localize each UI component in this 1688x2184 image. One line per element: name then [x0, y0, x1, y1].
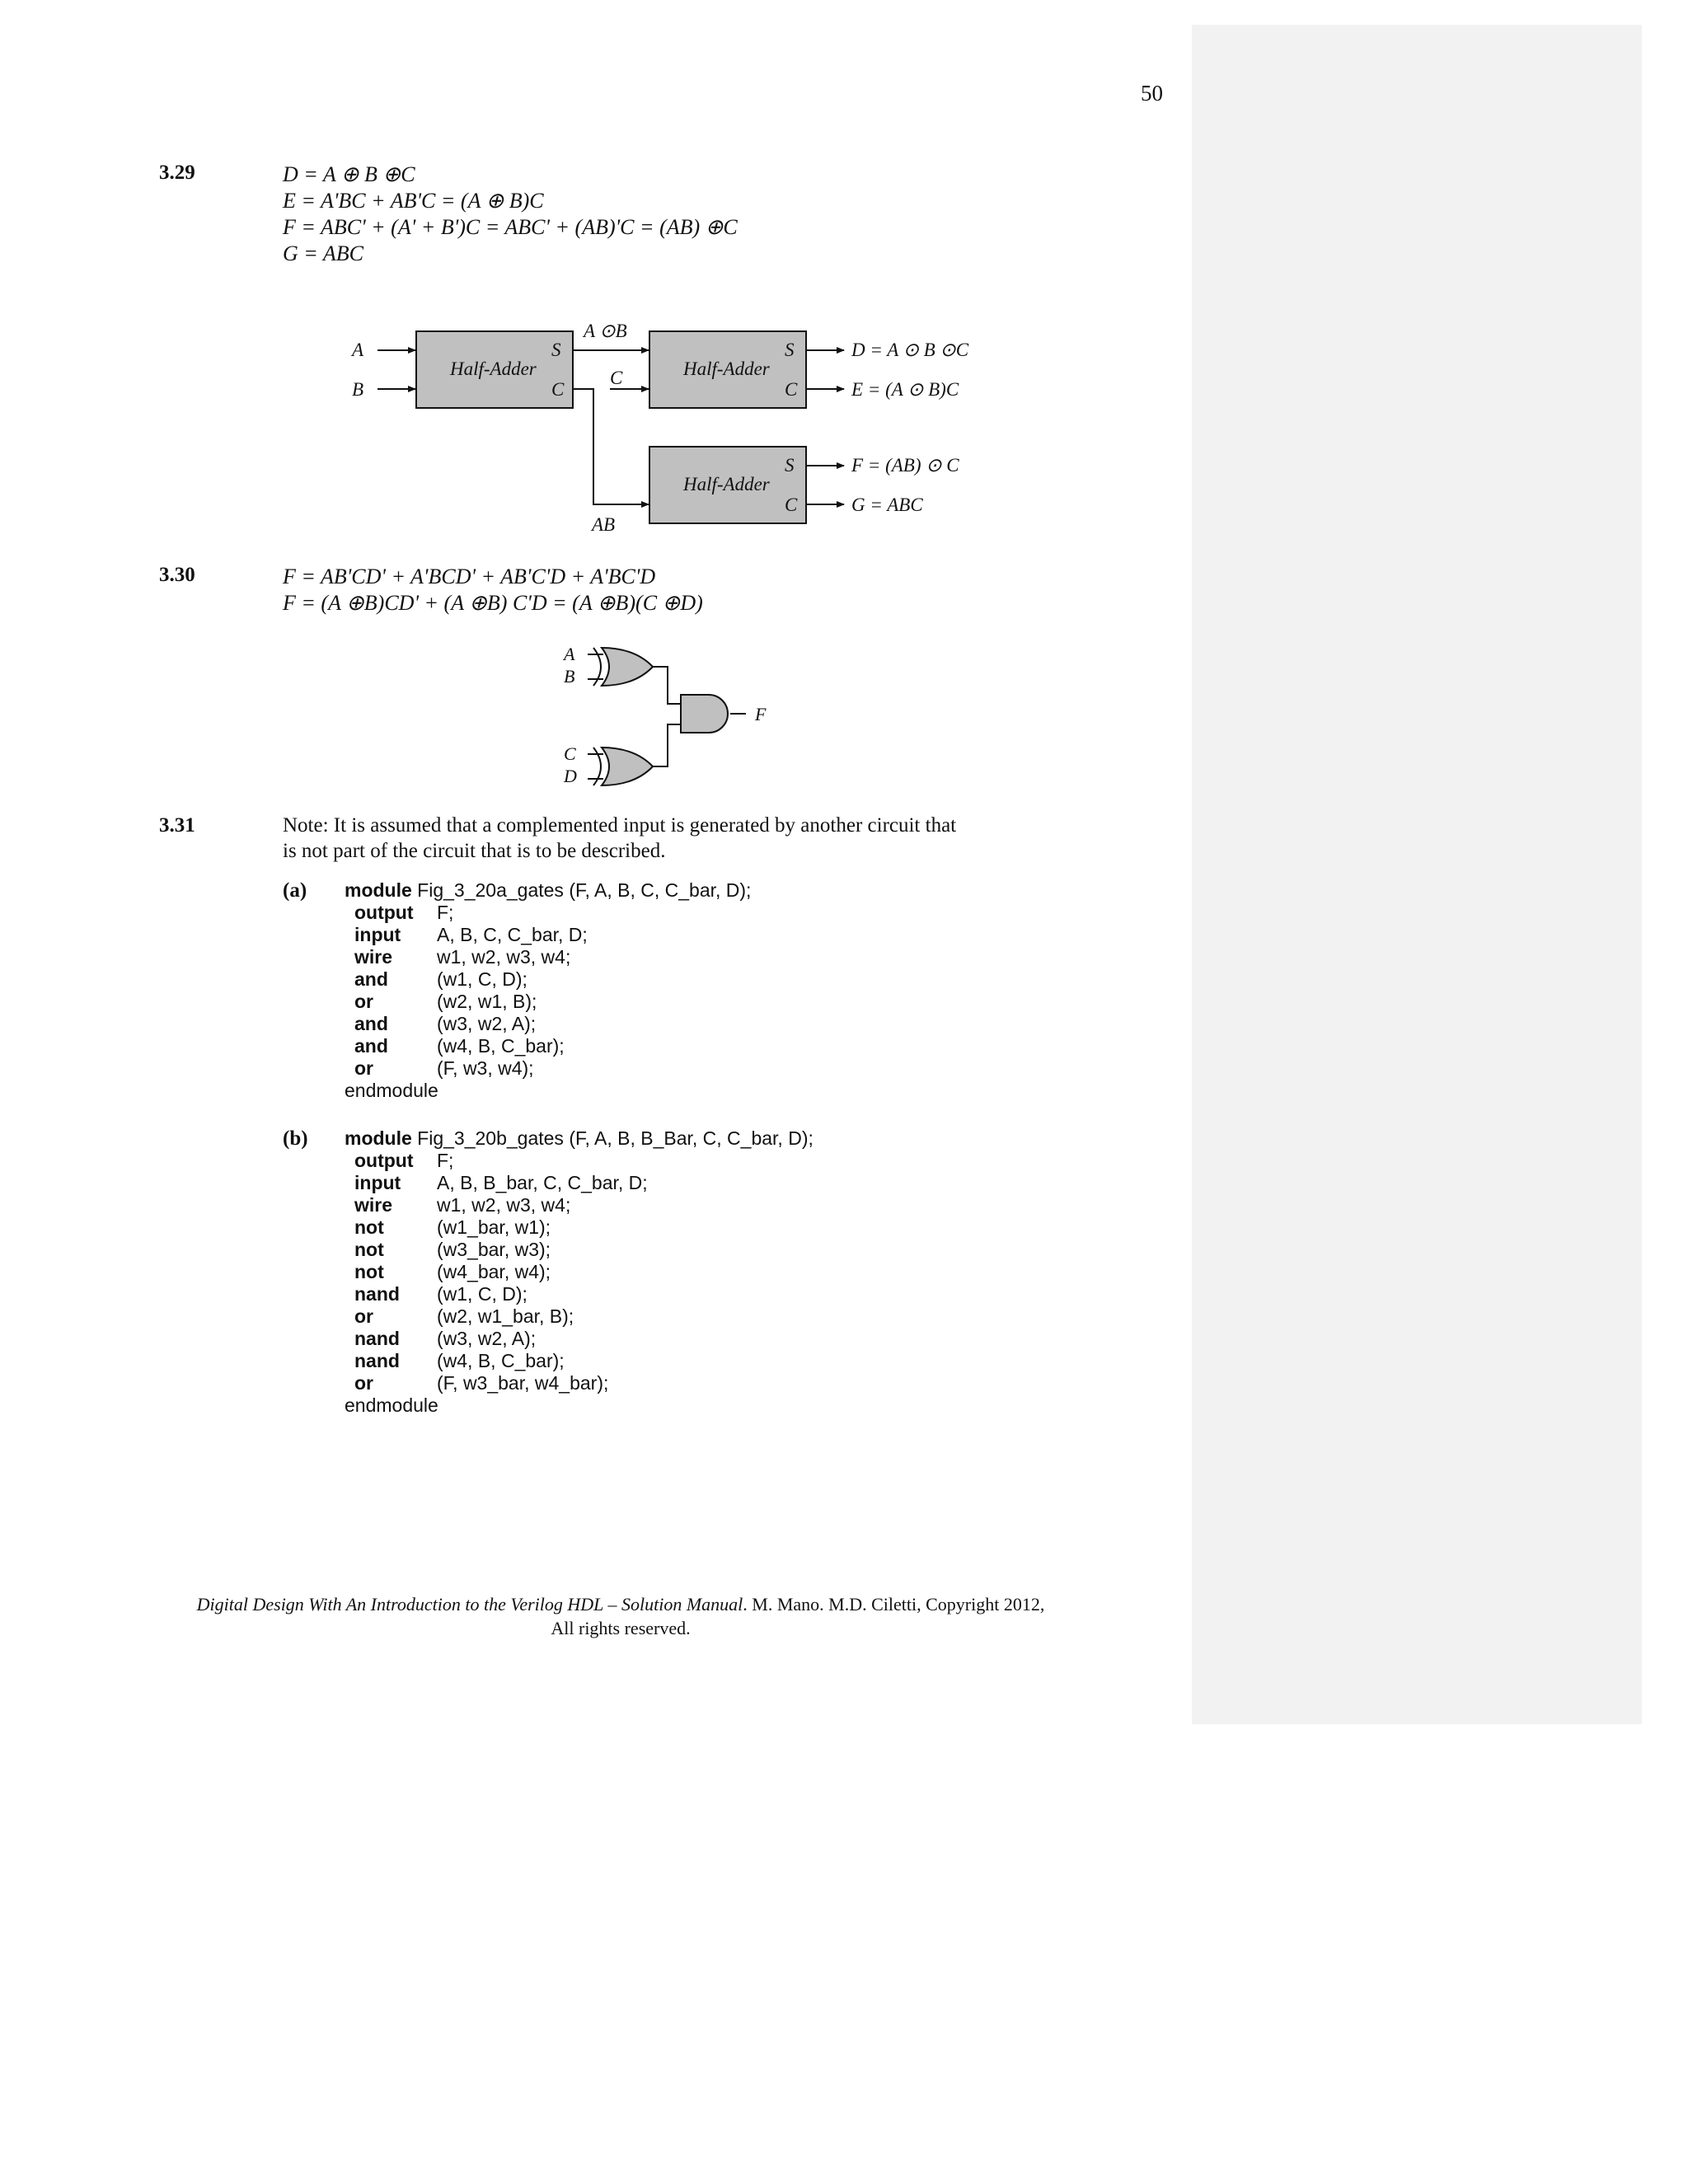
code-a-module-sig: Fig_3_20a_gates (F, A, B, C, C_bar, D);: [411, 879, 752, 901]
code-b-header: [345, 1127, 814, 1150]
footer-line-2: All rights reserved.: [551, 1618, 691, 1638]
input-a: A: [352, 340, 364, 360]
note-line-1: Note: It is assumed that a complemented input is generated by another circuit that: [283, 814, 957, 837]
gate-input-c: C: [564, 743, 576, 764]
note-line-2: is not part of the circuit that is to be described.: [283, 840, 666, 862]
xor-gate-lower: [602, 748, 653, 785]
code-b-module-sig: Fig_3_20b_gates (F, A, B, B_Bar, C, C_bar, D);: [411, 1127, 814, 1149]
ha1-c: C: [551, 379, 565, 400]
gate-input-d: D: [564, 766, 577, 786]
part-b-label: (b): [283, 1127, 308, 1150]
label-ab: AB: [592, 514, 616, 535]
ha2-label: Half-Adder: [683, 359, 770, 379]
code-a-header: [345, 879, 751, 902]
equation-f-xor: F = (A ⊕B)CD' + (A ⊕B) C'D = (A ⊕B)(C ⊕D): [283, 591, 703, 615]
code-a-module-kw: module: [345, 879, 412, 901]
xor-gate-upper: [602, 648, 653, 686]
output-f: F = (AB) ⊙ C: [851, 455, 959, 476]
and-gate: [681, 695, 728, 733]
footer-line-1: [159, 1592, 1082, 1616]
problem-3-30-label: 3.30: [159, 564, 195, 586]
ha3-s: S: [785, 455, 795, 476]
page-number: 50: [1141, 81, 1163, 105]
code-b-module-kw: module: [345, 1127, 412, 1149]
footer-title: Digital Design With An Introduction to the Verilog HDL – Solution Manual: [196, 1594, 743, 1615]
code-b-endmodule: endmodule: [345, 1394, 438, 1416]
gate-input-a: A: [564, 644, 575, 664]
footer: [159, 1592, 1082, 1640]
equation-f-sop: F = AB'CD' + A'BCD' + AB'C'D + A'BC'D: [283, 565, 656, 588]
gate-output-f: F: [755, 704, 767, 724]
part-a-label: (a): [283, 879, 307, 902]
problem-3-29-label: 3.29: [159, 162, 195, 184]
output-d: D = A ⊙ B ⊙C: [851, 340, 969, 360]
ha1-s: S: [551, 340, 561, 360]
equation-g: G = ABC: [283, 241, 363, 265]
ha2-s: S: [785, 340, 795, 360]
equation-e: E = A'BC + AB'C = (A ⊕ B)C: [283, 189, 544, 213]
ha3-c: C: [785, 494, 798, 515]
equation-f: F = ABC' + (A' + B')C = ABC' + (AB)'C = (AB) ⊕C: [283, 215, 738, 239]
gate-input-b: B: [564, 666, 575, 687]
problem-3-31-label: 3.31: [159, 814, 195, 837]
footer-copyright: . M. Mano. M.D. Ciletti, Copyright 2012,: [743, 1594, 1045, 1615]
equation-d: D = A ⊕ B ⊕C: [283, 162, 415, 186]
label-axb: A ⊙B: [584, 321, 627, 341]
label-c: C: [610, 368, 623, 388]
output-g: G = ABC: [851, 494, 923, 515]
output-e: E = (A ⊙ B)C: [851, 379, 959, 400]
input-b: B: [352, 379, 364, 400]
code-a-endmodule: endmodule: [345, 1080, 438, 1101]
ha3-label: Half-Adder: [683, 474, 770, 494]
ha1-label: Half-Adder: [450, 359, 537, 379]
ha2-c: C: [785, 379, 798, 400]
